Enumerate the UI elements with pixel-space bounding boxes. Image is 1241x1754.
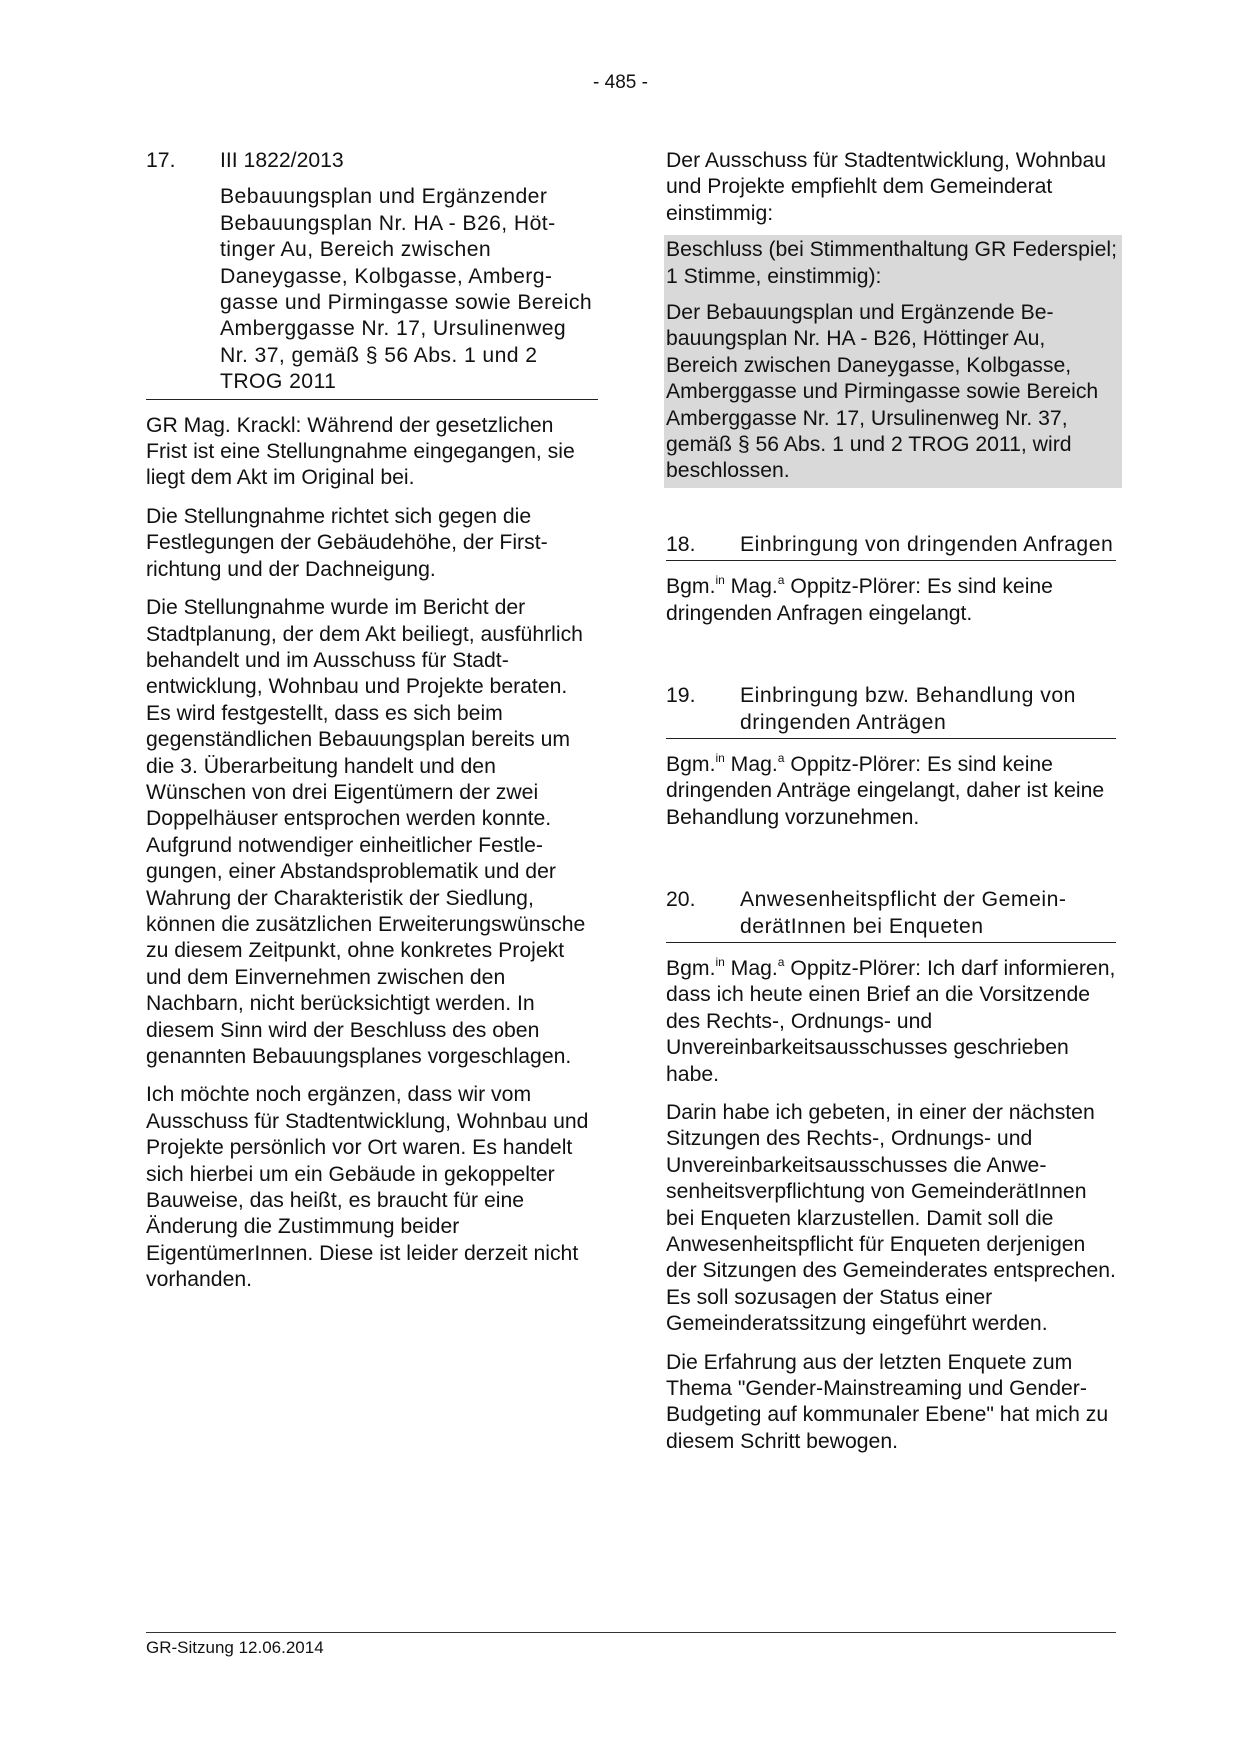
section-number: 19. — [666, 684, 696, 708]
paragraph: Die Erfahrung aus der letzten Enquete zum Thema "Gender-Mainstreaming und Gender-Budgeting auf kommunaler Ebene" hat mich zu diesem Schritt bewogen. — [666, 1350, 1109, 1453]
footer-divider — [146, 1632, 1116, 1633]
speaker-name: Bgm. — [666, 752, 716, 776]
section-title: Einbringung bzw. Behandlung von dringenden Anträgen — [740, 684, 1076, 734]
agenda-item-title: Bebauungsplan und Ergänzender Bebauungsplan Nr. HA - B26, Höttinger Au, Bereich zwischen Daneygasse, Kolbgasse, Amberggasse und Pirmingasse sowie Bereich Amberggasse Nr. 17, Ursulinenweg Nr. 37, gemäß § 56 Abs. 1 und 2 TROG 2011 — [220, 185, 593, 394]
agenda-item-number: 17. — [146, 149, 176, 172]
resolution-heading: Beschluss (bei Stimmenthaltung GR Federspiel; 1 Stimme, einstimmig): — [666, 238, 1118, 288]
resolution-box — [664, 235, 1122, 488]
footer-session-date: GR-Sitzung 12.06.2014 — [146, 1638, 324, 1657]
paragraph: Die Stellungnahme wurde im Bericht der Stadtplanung, der dem Akt beiliegt, ausführlich behandelt und im Ausschuss für Stadtentwicklung, Wohnbau und Projekte beraten. Es wird festgestellt, dass es sich beim gegenständlichen Bebauungsplan bereits um die 3. Überarbeitung handelt und den Wünschen von drei Eigentümern der zwei Doppelhäuser entsprochen werden konnte. Aufgrund notwendiger einheitlicher Festlegungen, einer Abstandsproblematik und der Wahrung der Charakteristik der Siedlung, können die zusätzlichen Erweiterungswünsche zu diesem Zeitpunkt, ohne konkretes Projekt und dem Einvernehmen zwischen den Nachbarn, nicht berücksichtigt werden. In diesem Sinn wird der Beschluss des oben genannten Bebauungsplanes vorgeschlagen. — [146, 596, 586, 1068]
section-header-19 — [666, 683, 1116, 738]
section-divider — [666, 738, 1116, 739]
paragraph: GR Mag. Krackl: Während der gesetzlichen Frist ist eine Stellungnahme eingegangen, sie liegt dem Akt im Original bei. — [146, 413, 575, 490]
superscript: a — [777, 954, 785, 969]
superscript: a — [777, 750, 785, 765]
superscript: in — [715, 954, 725, 969]
speaker-statement — [666, 956, 1116, 1088]
committee-recommendation: Der Ausschuss für Stadtentwicklung, Wohnbau und Projekte empfiehlt dem Gemeinderat einstimmig: — [666, 149, 1107, 225]
section-header-20 — [666, 887, 1116, 942]
speaker-statement — [666, 574, 1116, 627]
right-column — [666, 148, 1116, 1467]
section-number: 18. — [666, 532, 696, 556]
section-divider — [666, 560, 1116, 561]
paragraph: Ich möchte noch ergänzen, dass wir vom Ausschuss für Stadtentwicklung, Wohnbau und Projekte persönlich vor Ort waren. Es handelt sich hierbei um ein Gebäude in gekoppelter Bauweise, das heißt, es braucht für eine Änderung die Zustimmung beider EigentümerInnen. Diese ist leider derzeit nicht vorhanden. — [146, 1083, 589, 1292]
speaker-name: Bgm. — [666, 956, 716, 980]
statement-text: Oppitz-Plörer: Es sind keine dringenden Anfragen eingelangt. — [666, 575, 1053, 625]
left-column — [146, 148, 596, 1306]
superscript: in — [715, 573, 725, 588]
paragraph: Darin habe ich gebeten, in einer der nächsten Sitzungen des Rechts-, Ordnungs- und Unvereinbarkeitsausschusses die Anwesenheitsverpflichtung von GemeinderätInnen bei Enqueten klarzustellen. Damit soll die Anwesenheitspflicht für Enqueten derjenigen der Sitzungen des Gemeinderates entsprechen. Es soll sozusagen der Status einer Gemeinderatssitzung eingeführt werden. — [666, 1100, 1116, 1336]
resolution-text: Der Bebauungsplan und Ergänzende Bebauungsplan Nr. HA - B26, Höttinger Au, Bereich zwischen Daneygasse, Kolbgasse, Amberggasse und Pirmingasse sowie Bereich Amberggasse Nr. 17, Ursulinenweg Nr. 37, gemäß § 56 Abs. 1 und 2 TROG 2011, wird beschlossen. — [666, 301, 1099, 483]
superscript: a — [777, 573, 785, 588]
statement-text: Oppitz-Plörer: Es sind keine dringenden Anträge eingelangt, daher ist keine Behandlung vorzunehmen. — [666, 752, 1105, 829]
section-header-18 — [666, 532, 1116, 560]
title-divider — [146, 399, 598, 400]
statement-text: Oppitz-Plörer: Ich darf informieren, dass ich heute einen Brief an die Vorsitzende des Rechts-, Ordnungs- und Unvereinbarkeitsausschusses geschrieben habe. — [666, 956, 1116, 1086]
section-number: 20. — [666, 888, 696, 912]
speaker-title: Mag. — [724, 752, 778, 776]
page-number: - 485 - — [593, 72, 648, 93]
agenda-item-reference: III 1822/2013 — [220, 149, 344, 172]
speaker-title: Mag. — [724, 956, 778, 980]
speaker-name: Bgm. — [666, 575, 716, 599]
speaker-title: Mag. — [724, 575, 778, 599]
section-divider — [666, 942, 1116, 943]
section-title: Einbringung von dringenden Anfragen — [740, 532, 1114, 556]
agenda-item-header — [146, 148, 596, 174]
speaker-statement — [666, 752, 1116, 831]
section-title: Anwesenheitspflicht der GemeinderätInnen bei Enqueten — [740, 888, 1066, 938]
superscript: in — [715, 750, 725, 765]
paragraph: Die Stellungnahme richtet sich gegen die Festlegungen der Gebäudehöhe, der Firstrichtung und der Dachneigung. — [146, 504, 548, 581]
